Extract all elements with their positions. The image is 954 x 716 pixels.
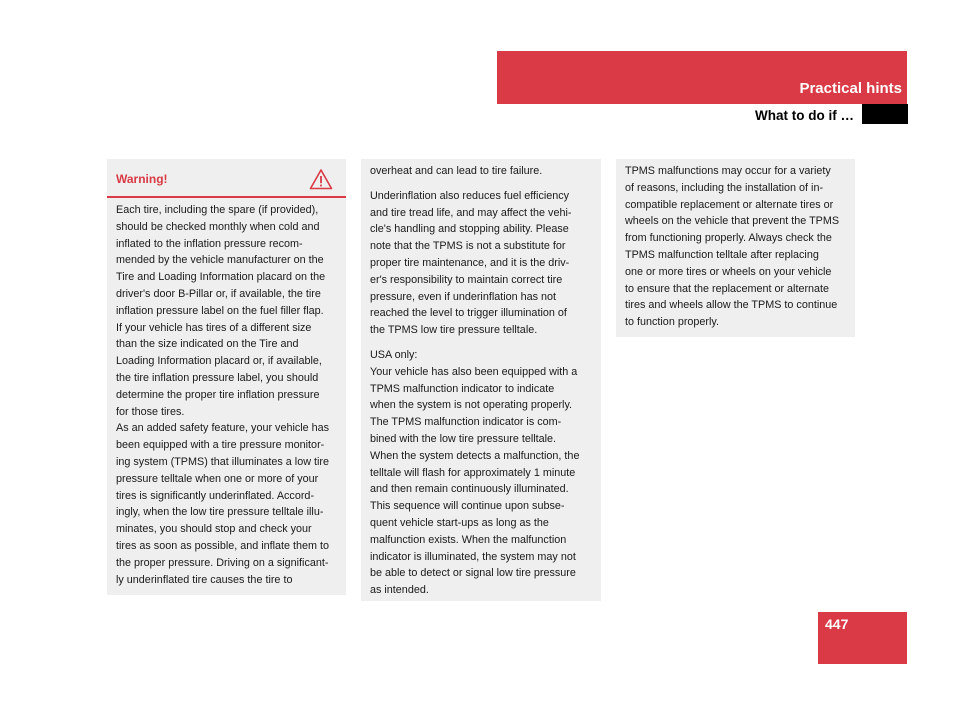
text-line: If your vehicle has tires of a different size xyxy=(116,321,312,334)
text-line: Tire and Loading Information placard on the xyxy=(116,271,326,284)
page-number-box xyxy=(818,612,907,664)
text-line: when the system is not operating properly. xyxy=(370,399,573,412)
subsection-tab-marker xyxy=(862,104,908,124)
text-line: the TPMS low tire pressure telltale. xyxy=(370,324,538,337)
text-line: as intended. xyxy=(370,584,429,597)
subsection-title: What to do if … xyxy=(755,108,854,123)
text-line: tires is significantly underinflated. Accord- xyxy=(116,489,315,502)
text-line: one or more tires or wheels on your vehicle xyxy=(625,265,832,278)
text-line: quent vehicle start-ups as long as the xyxy=(370,516,549,529)
page-number: 447 xyxy=(825,616,849,632)
text-line: reached the level to trigger illumination of xyxy=(370,307,567,320)
text-line: cle's handling and stopping ability. Please xyxy=(370,223,569,236)
warning-text xyxy=(107,198,346,588)
text-line: pressure, even if underinflation has not xyxy=(370,290,557,303)
text-line: malfunction exists. When the malfunction xyxy=(370,533,567,546)
paragraph-underinflation xyxy=(370,188,593,339)
text-line: TPMS malfunction indicator to indicate xyxy=(370,382,555,395)
text-line: USA only: xyxy=(370,348,418,361)
text-line: bined with the low tire pressure telltale. xyxy=(370,432,557,445)
text-line: overheat and can lead to tire failure. xyxy=(370,165,543,177)
paragraph-usa-only xyxy=(370,347,593,599)
warning-triangle-icon xyxy=(309,168,333,190)
text-line: the proper pressure. Driving on a significant- xyxy=(116,556,329,569)
text-line: been equipped with a tire pressure monitor- xyxy=(116,439,325,452)
warning-header xyxy=(107,159,346,198)
text-line: Your vehicle has also been equipped with a xyxy=(370,365,578,378)
text-line: tires and wheels allow the TPMS to continue xyxy=(625,299,838,312)
text-line: tires as soon as possible, and inflate them to xyxy=(116,539,330,552)
text-line: When the system detects a malfunction, the xyxy=(370,449,580,462)
text-line: Loading Information placard or, if available, xyxy=(116,355,322,368)
text-line: er's responsibility to maintain correct tire xyxy=(370,273,563,286)
text-line: compatible replacement or alternate tires or xyxy=(625,198,834,211)
text-line: minates, you should stop and check your xyxy=(116,523,312,536)
text-line: and then remain continuously illuminated. xyxy=(370,483,569,496)
text-line: from functioning properly. Always check the xyxy=(625,232,832,245)
text-line: inflated to the inflation pressure recom- xyxy=(116,237,303,250)
text-line: ly underinflated tire causes the tire to xyxy=(116,573,293,586)
text-line: The TPMS malfunction indicator is com- xyxy=(370,416,562,429)
paragraph-tire-failure xyxy=(370,163,593,180)
text-line: should be checked monthly when cold and xyxy=(116,220,320,233)
text-line: ingly, when the low tire pressure telltale illu- xyxy=(116,506,324,519)
text-line: telltale will flash for approximately 1 minute xyxy=(370,466,576,479)
text-line: As an added safety feature, your vehicle has xyxy=(116,422,330,435)
text-line: to ensure that the replacement or alternate xyxy=(625,282,830,295)
text-line: and tire tread life, and may affect the vehi- xyxy=(370,206,572,219)
text-line: mended by the vehicle manufacturer on the xyxy=(116,254,324,267)
text-line: ing system (TPMS) that illuminates a low tire xyxy=(116,455,330,468)
warning-panel xyxy=(107,159,346,595)
tpms-malfunction-text xyxy=(616,159,855,331)
text-line: than the size indicated on the Tire and xyxy=(116,338,299,351)
text-line: TPMS malfunction telltale after replacing xyxy=(625,248,819,261)
text-line: pressure telltale when one or more of your xyxy=(116,472,319,485)
text-line: driver's door B-Pillar or, if available, the tire xyxy=(116,287,321,300)
text-line: of reasons, including the installation of in- xyxy=(625,181,824,194)
text-line: indicator is illuminated, the system may not xyxy=(370,550,576,563)
text-line: TPMS malfunctions may occur for a variety xyxy=(625,165,831,177)
text-line: be able to detect or signal low tire pressure xyxy=(370,567,576,580)
tpms-malfunction-panel xyxy=(616,159,855,337)
text-line: Underinflation also reduces fuel efficiency xyxy=(370,189,570,202)
warning-label: Warning! xyxy=(116,172,168,186)
text-line: for those tires. xyxy=(116,405,185,418)
text-line: the tire inflation pressure label, you should xyxy=(116,371,319,384)
section-title: Practical hints xyxy=(799,80,902,97)
tpms-panel xyxy=(361,159,601,601)
text-line: wheels on the vehicle that prevent the TPMS xyxy=(625,215,840,228)
text-line: Each tire, including the spare (if provided), xyxy=(116,204,319,216)
tpms-text xyxy=(361,159,601,599)
text-line: note that the TPMS is not a substitute for xyxy=(370,240,566,253)
text-line: inflation pressure label on the fuel filler flap. xyxy=(116,304,324,317)
text-line: proper tire maintenance, and it is the driv- xyxy=(370,256,570,269)
text-line: determine the proper tire inflation pressure xyxy=(116,388,320,401)
text-line: to function properly. xyxy=(625,316,720,329)
text-line: This sequence will continue upon subse- xyxy=(370,500,565,513)
